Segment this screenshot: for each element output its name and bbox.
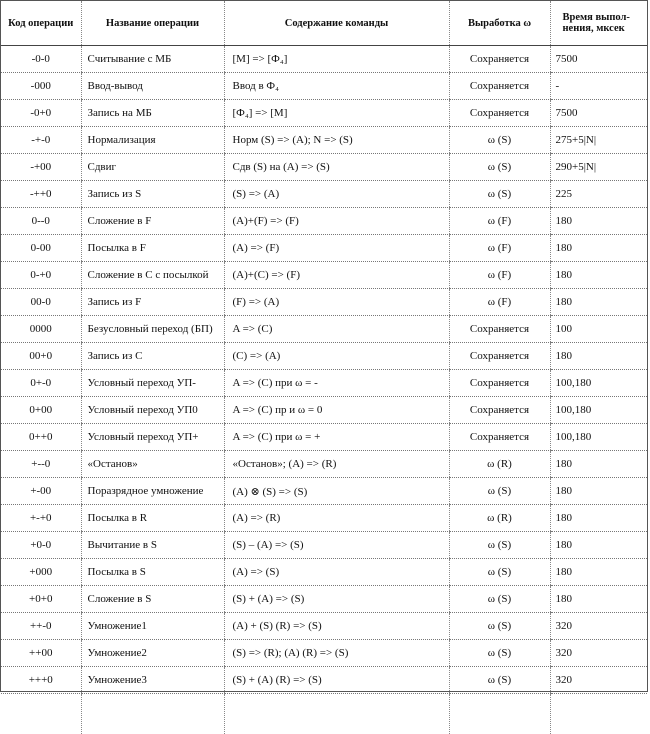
cell-content: A => (C) <box>224 316 449 343</box>
cell-code: -++0 <box>1 181 81 208</box>
table-row <box>1 451 647 478</box>
table-row <box>1 73 647 100</box>
cell-content: (A)+(C) => (F) <box>224 262 449 289</box>
cell-name: Условный переход УП- <box>81 370 224 397</box>
cell-name: Нормализация <box>81 127 224 154</box>
cell-omega: ω (F) <box>449 235 550 262</box>
cell-code: -000 <box>1 73 81 100</box>
cell-name: Считывание с МБ <box>81 46 224 73</box>
cell-omega: Сохраняется <box>449 316 550 343</box>
cell-time: 180 <box>550 478 647 505</box>
cell-name: Посылка в S <box>81 559 224 586</box>
cell-time: 320 <box>550 613 647 640</box>
cell-name: Поразрядное умножение <box>81 478 224 505</box>
filler-cell <box>1 694 81 734</box>
cell-time: 180 <box>550 262 647 289</box>
cell-omega: ω (F) <box>449 289 550 316</box>
cell-code: 0+-0 <box>1 370 81 397</box>
cell-content: (A) + (S) (R) => (S) <box>224 613 449 640</box>
cell-name: Вычитание в S <box>81 532 224 559</box>
cell-time: - <box>550 73 647 100</box>
cell-time: 7500 <box>550 100 647 127</box>
table-row <box>1 262 647 289</box>
cell-name: Умножение3 <box>81 667 224 694</box>
cell-omega: Сохраняется <box>449 73 550 100</box>
cell-code: +++0 <box>1 667 81 694</box>
cell-name: Умножение2 <box>81 640 224 667</box>
cell-code: ++00 <box>1 640 81 667</box>
cell-time: 180 <box>550 532 647 559</box>
cell-omega: ω (S) <box>449 154 550 181</box>
cell-code: 00+0 <box>1 343 81 370</box>
cell-name: Запись из S <box>81 181 224 208</box>
table-row <box>1 343 647 370</box>
cell-content: (A) ⊗ (S) => (S) <box>224 478 449 505</box>
cell-content: (S) => (A) <box>224 181 449 208</box>
cell-code: -+00 <box>1 154 81 181</box>
table-row <box>1 532 647 559</box>
cell-content: A => (C) при ω = + <box>224 424 449 451</box>
header-name: Название операции <box>81 1 224 46</box>
table-row <box>1 586 647 613</box>
cell-omega: ω (R) <box>449 451 550 478</box>
header-code: Код операции <box>1 1 81 46</box>
cell-omega: ω (R) <box>449 505 550 532</box>
header-row <box>1 1 647 46</box>
table-row <box>1 640 647 667</box>
cell-omega: Сохраняется <box>449 397 550 424</box>
cell-time: 100,180 <box>550 424 647 451</box>
cell-content: [M] => [Ф₄] <box>224 46 449 73</box>
cell-content: (A) => (R) <box>224 505 449 532</box>
table-row <box>1 46 647 73</box>
cell-code: 0-+0 <box>1 262 81 289</box>
cell-code: -0+0 <box>1 100 81 127</box>
cell-omega: Сохраняется <box>449 370 550 397</box>
cell-content: Сдв (S) на (A) => (S) <box>224 154 449 181</box>
cell-time: 180 <box>550 343 647 370</box>
cell-time: 180 <box>550 289 647 316</box>
cell-code: 0+00 <box>1 397 81 424</box>
cell-code: +0+0 <box>1 586 81 613</box>
cell-content: (C) => (A) <box>224 343 449 370</box>
cell-time: 180 <box>550 235 647 262</box>
cell-code: +000 <box>1 559 81 586</box>
cell-name: Сложение в S <box>81 586 224 613</box>
cell-content: (S) – (A) => (S) <box>224 532 449 559</box>
cell-name: Безусловный переход (БП) <box>81 316 224 343</box>
cell-content: (A) => (S) <box>224 559 449 586</box>
cell-omega: Сохраняется <box>449 424 550 451</box>
cell-code: -+-0 <box>1 127 81 154</box>
cell-code: +0-0 <box>1 532 81 559</box>
cell-time: 225 <box>550 181 647 208</box>
cell-content: «Останов»; (A) => (R) <box>224 451 449 478</box>
cell-name: Сложение в F <box>81 208 224 235</box>
cell-omega: ω (F) <box>449 208 550 235</box>
cell-time: 100,180 <box>550 397 647 424</box>
cell-content: A => (C) при ω = - <box>224 370 449 397</box>
cell-content: [Ф₄] => [M] <box>224 100 449 127</box>
cell-omega: ω (S) <box>449 127 550 154</box>
cell-code: ++-0 <box>1 613 81 640</box>
cell-name: Посылка в R <box>81 505 224 532</box>
cell-omega: ω (F) <box>449 262 550 289</box>
cell-omega: ω (S) <box>449 478 550 505</box>
table-row <box>1 100 647 127</box>
cell-name: «Останов» <box>81 451 224 478</box>
cell-code: 0--0 <box>1 208 81 235</box>
cell-omega: ω (S) <box>449 181 550 208</box>
cell-name: Условный переход УП+ <box>81 424 224 451</box>
cell-omega: ω (S) <box>449 586 550 613</box>
cell-time: 180 <box>550 505 647 532</box>
cell-omega: Сохраняется <box>449 100 550 127</box>
cell-name: Посылка в F <box>81 235 224 262</box>
cell-omega: ω (S) <box>449 559 550 586</box>
cell-code: 00-0 <box>1 289 81 316</box>
cell-time: 290+5|N| <box>550 154 647 181</box>
cell-content: (F) => (A) <box>224 289 449 316</box>
filler-cell <box>550 694 647 734</box>
filler-cell <box>449 694 550 734</box>
cell-omega: ω (S) <box>449 640 550 667</box>
cell-time: 180 <box>550 586 647 613</box>
table-row <box>1 613 647 640</box>
cell-time: 320 <box>550 640 647 667</box>
cell-name: Сдвиг <box>81 154 224 181</box>
cell-name: Ввод-вывод <box>81 73 224 100</box>
cell-name: Сложение в С с посылкой <box>81 262 224 289</box>
cell-omega: ω (S) <box>449 532 550 559</box>
cell-content: (A) => (F) <box>224 235 449 262</box>
table-row <box>1 235 647 262</box>
table-row <box>1 181 647 208</box>
table-row <box>1 289 647 316</box>
cell-time: 275+5|N| <box>550 127 647 154</box>
cell-name: Запись из F <box>81 289 224 316</box>
cell-time: 7500 <box>550 46 647 73</box>
table-row <box>1 208 647 235</box>
table-row <box>1 559 647 586</box>
cell-omega: Сохраняется <box>449 46 550 73</box>
header-time: Время выпол-нения, мксек <box>550 1 647 46</box>
table-row <box>1 424 647 451</box>
header-omega: Выработка ω <box>449 1 550 46</box>
table-row <box>1 478 647 505</box>
cell-code: 0-00 <box>1 235 81 262</box>
table-row <box>1 316 647 343</box>
cell-content: Ввод в Ф₄ <box>224 73 449 100</box>
table-body <box>1 46 647 734</box>
cell-name: Запись на МБ <box>81 100 224 127</box>
cell-name: Условный переход УП0 <box>81 397 224 424</box>
cell-omega: ω (S) <box>449 667 550 694</box>
table-row <box>1 370 647 397</box>
cell-time: 180 <box>550 559 647 586</box>
cell-omega: ω (S) <box>449 613 550 640</box>
cell-omega: Сохраняется <box>449 343 550 370</box>
cell-content: (A)+(F) => (F) <box>224 208 449 235</box>
cell-code: +-+0 <box>1 505 81 532</box>
filler-cell <box>224 694 449 734</box>
cell-time: 180 <box>550 208 647 235</box>
cell-content: A => (C) пр и ω = 0 <box>224 397 449 424</box>
cell-code: +--0 <box>1 451 81 478</box>
filler-cell <box>81 694 224 734</box>
table-row <box>1 667 647 694</box>
header-content: Содержание команды <box>224 1 449 46</box>
table-row <box>1 127 647 154</box>
table-row <box>1 397 647 424</box>
cell-time: 100 <box>550 316 647 343</box>
cell-code: 0000 <box>1 316 81 343</box>
cell-code: +-00 <box>1 478 81 505</box>
cell-content: (S) + (A) => (S) <box>224 586 449 613</box>
cell-time: 180 <box>550 451 647 478</box>
table-row <box>1 154 647 181</box>
cell-name: Запись из С <box>81 343 224 370</box>
cell-code: 0++0 <box>1 424 81 451</box>
cell-code: -0-0 <box>1 46 81 73</box>
cell-content: Норм (S) => (A); N => (S) <box>224 127 449 154</box>
cell-time: 100,180 <box>550 370 647 397</box>
cell-content: (S) + (A) (R) => (S) <box>224 667 449 694</box>
table-row <box>1 505 647 532</box>
cell-content: (S) => (R); (A) (R) => (S) <box>224 640 449 667</box>
cell-name: Умножение1 <box>81 613 224 640</box>
opcode-table <box>1 1 647 734</box>
table-filler-row <box>1 694 647 734</box>
cell-time: 320 <box>550 667 647 694</box>
